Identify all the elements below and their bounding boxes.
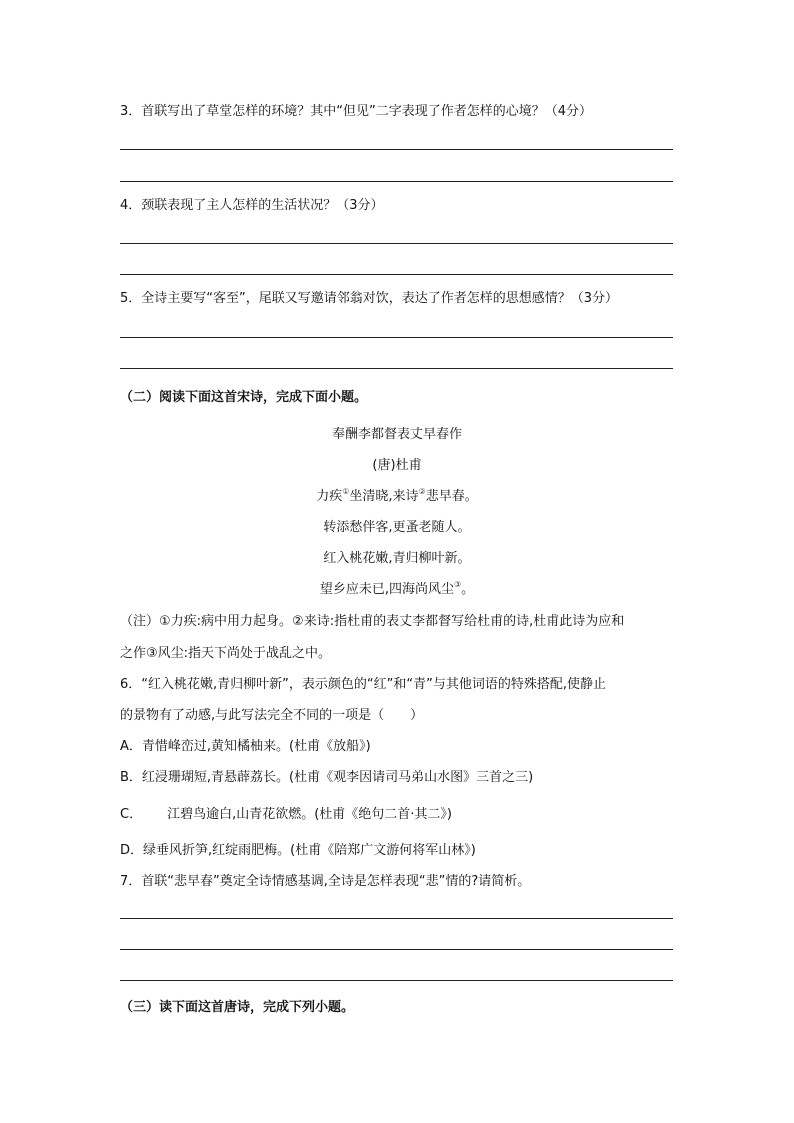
option-a[interactable]: A．青惜峰峦过,黄知橘柚来。(杜甫《放船》): [120, 739, 371, 754]
option-text: 江碧鸟逾白,山青花欲燃。(杜甫《绝句二首·其二》): [167, 807, 452, 822]
poem-line: 转添愁伴客,更蚤老随人。: [323, 520, 471, 535]
poem-text: 坐清晓,来诗: [349, 489, 419, 504]
answer-line[interactable]: [120, 274, 673, 275]
poem-text: 力疾: [316, 489, 343, 504]
option-b[interactable]: B．红浸珊瑚短,青悬薜荔长。(杜甫《观李因请司马弟山水图》三首之三): [120, 770, 534, 785]
poem-title: 奉酬李都督表丈早春作: [331, 427, 462, 442]
question-6: 的景物有了动感,与此写法完全不同的一项是（ ）: [120, 708, 424, 723]
option-label: C．: [120, 807, 143, 822]
section-heading: （二）阅读下面这首宋诗，完成下面小题。: [120, 390, 368, 405]
section-heading: （三）读下面这首唐诗，完成下列小题。: [120, 1000, 355, 1015]
answer-line[interactable]: [120, 980, 673, 981]
answer-line[interactable]: [120, 949, 673, 950]
footnote-marker: ①: [342, 487, 350, 496]
question-3: 3．首联写出了草堂怎样的环境？其中“但见”二字表现了作者怎样的心境？（4分）: [120, 104, 593, 119]
answer-line[interactable]: [120, 337, 673, 338]
poem-text: 。: [461, 582, 475, 597]
poem-line: [0, 581, 794, 599]
option-d[interactable]: D．绿垂风折笋,红绽雨肥梅。(杜甫《陪郑广文游何将军山林》): [120, 843, 476, 858]
footnote-marker: ③: [453, 580, 462, 589]
answer-line[interactable]: [120, 368, 673, 369]
poem-text: 悲早春。: [425, 489, 478, 504]
answer-line[interactable]: [120, 243, 673, 244]
poem-text: 望乡应未已,四海尚风尘: [319, 582, 454, 597]
poem-author: (唐)杜甫: [372, 458, 422, 473]
footnote-marker: ②: [418, 487, 426, 496]
option-c[interactable]: [120, 806, 452, 824]
answer-line[interactable]: [120, 149, 673, 150]
question-4: 4．颈联表现了主人怎样的生活状况？（3分）: [120, 198, 384, 213]
question-5: 5．全诗主要写“客至”，尾联又写邀请邻翁对饮，表达了作者怎样的思想感情？（3分）: [120, 291, 619, 306]
answer-line[interactable]: [120, 181, 673, 182]
answer-line[interactable]: [120, 918, 673, 919]
question-6: 6．“红入桃花嫩,青归柳叶新”，表示颜色的“红”和“青”与其他词语的特殊搭配,使静止: [120, 677, 606, 692]
question-7: 7．首联“悲早春”奠定全诗情感基调,全诗是怎样表现“悲”情的?请简析。: [120, 874, 531, 889]
poem-line: 红入桃花嫩,青归柳叶新。: [323, 551, 471, 566]
poem-notes: 之作③风尘:指天下尚处于战乱之中。: [120, 646, 332, 661]
poem-notes: （注）①力疾:病中用力起身。②来诗:指杜甫的表丈李都督写给杜甫的诗,杜甫此诗为应和: [120, 614, 625, 629]
poem-line: [0, 488, 794, 506]
